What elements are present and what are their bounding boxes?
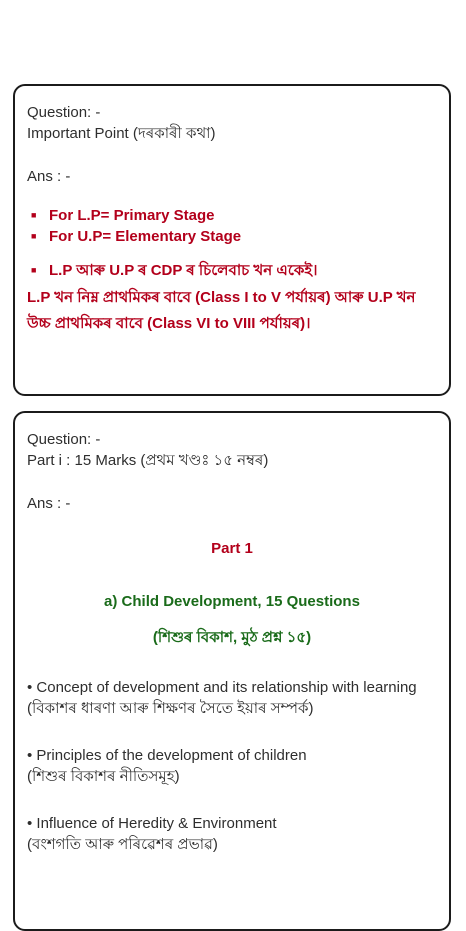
syllabus-item-en: • Principles of the development of children bbox=[27, 747, 307, 764]
section-subtitle: (শিশুৰ বিকাশ, মুঠ প্ৰশ্ন ১৫) bbox=[152, 629, 312, 646]
answer-bullet: ■ For U.P= Elementary Stage bbox=[27, 226, 437, 247]
answer-label: Ans : - bbox=[27, 168, 71, 185]
answer-label: Ans : - bbox=[27, 495, 71, 512]
syllabus-item-as: (বিকাশৰ ধাৰণা আৰু শিক্ষণৰ সৈতে ইয়াৰ সম্পৰ্ক) bbox=[27, 700, 314, 717]
question-card-important-point bbox=[13, 84, 451, 396]
section-title: a) Child Development, 15 Questions bbox=[104, 593, 360, 610]
question-text: Important Point (দৰকাৰী কথা) bbox=[27, 125, 216, 142]
syllabus-item bbox=[27, 677, 437, 719]
question-label: Question: - bbox=[27, 431, 101, 448]
syllabus-item-as: (বংশগতি আৰু পৰিৱেশৰ প্ৰভাৱ) bbox=[27, 836, 218, 853]
answer-paragraph: L.P খন নিম্ন প্ৰাথমিকৰ বাবে (Class I to V পৰ্যায়ৰ) আৰু U.P খন উচ্চ প্ৰাথমিকৰ বাবে (Class VI to VIII পৰ্যায়ৰ)। bbox=[27, 289, 416, 332]
answer-bullet-list bbox=[27, 205, 437, 247]
syllabus-item-en: • Concept of development and its relationship with learning bbox=[27, 679, 417, 696]
answer-bullet: ■ L.P আৰু U.P ৰ CDP ৰ চিলেবাচ খন একেই। bbox=[27, 260, 437, 281]
answer-bullet: ■ For L.P= Primary Stage bbox=[27, 205, 437, 226]
syllabus-item bbox=[27, 813, 437, 855]
syllabus-item bbox=[27, 745, 437, 787]
question-text: Part i : 15 Marks (প্ৰথম খণ্ডঃ ১৫ নম্বৰ) bbox=[27, 452, 269, 469]
question-label: Question: - bbox=[27, 104, 101, 121]
syllabus-item-as: (শিশুৰ বিকাশৰ নীতিসমূহ) bbox=[27, 768, 180, 785]
answer-bullet-list bbox=[27, 260, 437, 281]
part-title: Part 1 bbox=[211, 540, 253, 557]
question-card-part-i bbox=[13, 411, 451, 931]
syllabus-item-en: • Influence of Heredity & Environment bbox=[27, 815, 277, 832]
